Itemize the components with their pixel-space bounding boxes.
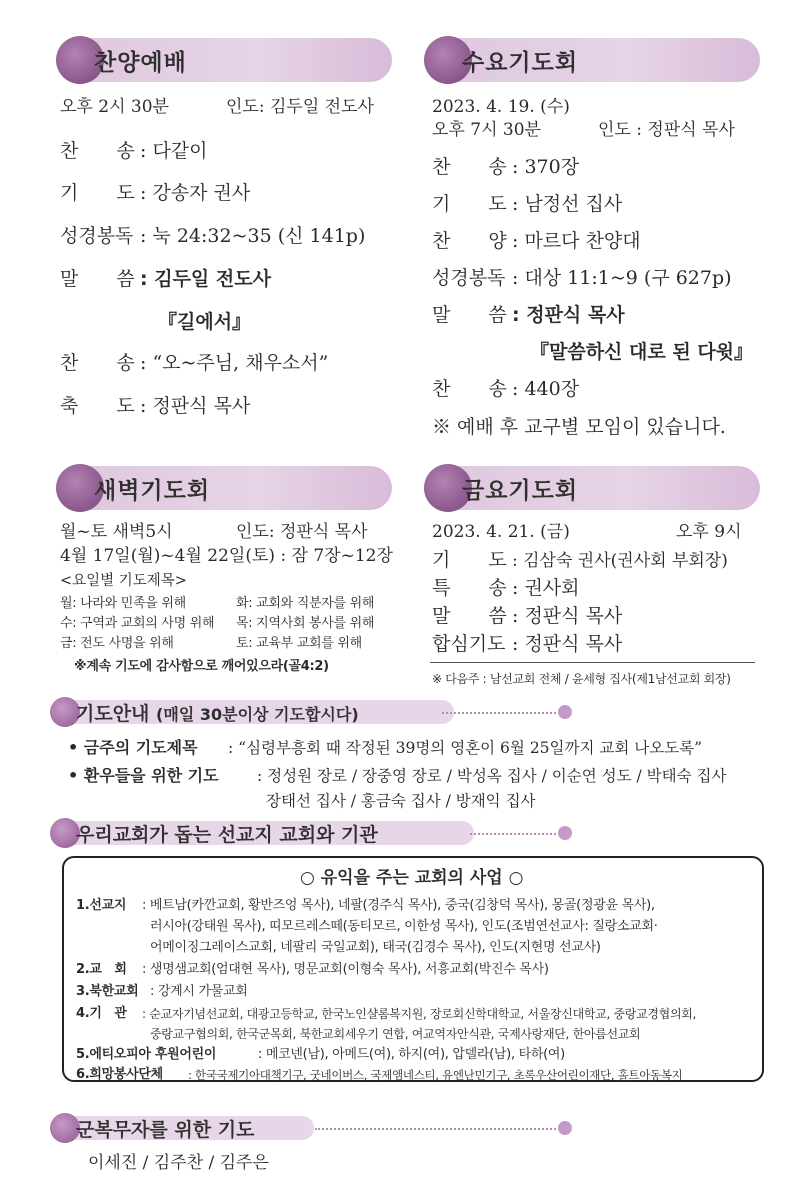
dawn-prayer-right: 화: 교회와 직분자를 위해	[236, 596, 375, 611]
sunday-sermon-title: 『길에서』	[158, 311, 252, 333]
dawn-prayer-right: 토: 교육부 교회를 위해	[236, 636, 362, 651]
friday-row-value: : 권사회	[512, 577, 580, 599]
mission-row-line: : 생명샘교회(엄대현 목사), 명문교회(이형숙 목사), 서흥교회(박진수 목사)	[142, 962, 549, 977]
dawn-leader: 인도: 정판식 목사	[236, 522, 368, 542]
mission-title: 우리교회가 돕는 선교지 교회와 기관	[76, 824, 378, 846]
dot-icon	[558, 705, 572, 719]
mission-row-label: 3.북한교회	[76, 984, 139, 999]
friday-row-label: 기 도	[432, 549, 507, 571]
friday-row-value: : 김삼숙 권사(권사회 부회장)	[512, 551, 728, 571]
mission-header	[50, 818, 575, 848]
dawn-title: 새벽기도회	[94, 478, 211, 504]
sunday-row-value: : 김두일 전도사	[140, 268, 271, 290]
wednesday-time: 오후 7시 30분	[432, 120, 541, 140]
wednesday-leader: 인도 : 정판식 목사	[598, 120, 735, 140]
mission-row-line: : 순교자기념선교회, 대광고등학교, 한국노인샬롬복지원, 장로회신학대학교, 서울장신대학교, 중랑교경협의회,	[142, 1007, 697, 1021]
friday-time: 오후 9시	[676, 522, 742, 542]
friday-row-value: : 정판식 목사	[512, 633, 623, 655]
mission-row-line: 어메이징그레이스교회, 네팔리 국일교회), 태국(김경수 목사), 인도(지현명 선교사)	[150, 940, 601, 955]
sunday-row-label: 성경봉독	[60, 225, 134, 247]
mission-row-label: 5.에티오피아 후원어린이	[76, 1047, 217, 1062]
sunday-time: 오후 2시 30분	[60, 97, 169, 117]
mission-row-label: 4.기 관	[76, 1006, 127, 1021]
wednesday-row-value: : 마르다 찬양대	[512, 230, 641, 252]
sunday-leader: 인도: 김두일 전도사	[226, 97, 374, 117]
prayer-guide-header	[50, 697, 575, 727]
sunday-row-value: : 눅 24:32~35 (신 141p)	[140, 225, 366, 247]
sunday-header	[62, 38, 392, 82]
dot-icon	[558, 826, 572, 840]
military-names: 이세진 / 김주찬 / 김주은	[88, 1153, 269, 1173]
dawn-prayer-left: 월: 나라와 민족을 위해	[60, 596, 186, 611]
dawn-schedule: 4월 17일(월)~4월 22일(토) : 잠 7장~12장	[60, 546, 393, 566]
wednesday-row-value: : 대상 11:1~9 (구 627p)	[512, 267, 732, 289]
prayer-guide-title-text: 기도안내	[76, 703, 150, 725]
sunday-row-label: 찬 송	[60, 140, 135, 162]
mission-row-line: : 강계시 가물교회	[150, 984, 248, 999]
wednesday-row-value: : 남정선 집사	[512, 193, 623, 215]
wednesday-row-label: 말 씀	[432, 304, 507, 326]
dotted-leader	[442, 712, 560, 714]
sunday-row-label: 말 씀	[60, 268, 135, 290]
military-header	[50, 1113, 575, 1143]
mission-row-line: 중랑교구협의회, 한국군목회, 북한교회세우기 연합, 여교역자안식관, 국제사랑재단, 한아름선교회	[150, 1027, 641, 1041]
dawn-verse: ※계속 기도에 감사함으로 깨어있으라(골4:2)	[74, 659, 329, 674]
wednesday-note: ※ 예배 후 교구별 모임이 있습니다.	[432, 416, 726, 438]
sunday-title: 찬양예배	[94, 50, 187, 76]
wednesday-row-label: 기 도	[432, 193, 507, 215]
friday-title: 금요기도회	[462, 478, 579, 504]
friday-next: ※ 다음주 : 남선교회 전체 / 윤세형 집사(제1남선교회 회장)	[432, 672, 731, 686]
sunday-row-label: 축 도	[60, 395, 135, 417]
mission-row-line: : 메코넨(남), 아메드(여), 하지(여), 압델라(남), 타하(여)	[258, 1047, 565, 1062]
dawn-prayer-left: 금: 전도 사명을 위해	[60, 636, 174, 651]
wednesday-title: 수요기도회	[462, 50, 579, 76]
friday-date: 2023. 4. 21. (금)	[432, 522, 570, 542]
wednesday-row-value: : 정판식 목사	[512, 304, 625, 326]
dot-icon	[558, 1121, 572, 1135]
friday-header	[430, 466, 760, 510]
friday-row-label: 말 씀	[432, 605, 507, 627]
sunday-row-value: : 강송자 권사	[140, 182, 251, 204]
sunday-row-label: 기 도	[60, 182, 135, 204]
prayer-guide-subtitle: (매일 30분이상 기도합시다)	[156, 705, 359, 724]
mission-row-line: : 한국국제기아대책기구, 굿네이버스, 국제앰네스티, 유엔난민기구, 초록우산어린이재단, 홀트아동복지	[188, 1068, 683, 1082]
wednesday-row-label: 찬 송	[432, 156, 507, 178]
dotted-leader	[470, 833, 560, 835]
wednesday-sermon-title: 『말씀하신 대로 된 다윗』	[530, 341, 754, 363]
wednesday-date: 2023. 4. 19. (수)	[432, 97, 570, 117]
dotted-leader	[315, 1128, 560, 1130]
wednesday-row-label: 찬 양	[432, 230, 507, 252]
mission-row-label: 1.선교지	[76, 898, 127, 913]
wednesday-row-value: : 440장	[512, 378, 580, 400]
dawn-subtitle: <요일별 기도제목>	[60, 573, 187, 589]
mission-row-line: 러시아(강태원 목사), 띠모르레스떼(동티모르, 이한성 목사), 인도(조범연선교사: 질랑소교회·	[150, 919, 658, 934]
wednesday-row-label: 성경봉독	[432, 267, 506, 289]
wednesday-row-label: 찬 송	[432, 378, 507, 400]
prayer-item2-label: • 환우들을 위한 기도	[68, 766, 219, 785]
wednesday-row-value: : 370장	[512, 156, 580, 178]
prayer-item2-text2: 장태선 집사 / 홍금숙 집사 / 방재익 집사	[266, 792, 536, 810]
military-title: 군복무자를 위한 기도	[76, 1119, 255, 1141]
friday-row-label: 합심기도	[432, 633, 506, 655]
sunday-row-label: 찬 송	[60, 352, 135, 374]
prayer-item2-text: : 정성원 장로 / 장중영 장로 / 박성옥 집사 / 이순연 성도 / 박태숙 집사	[257, 767, 727, 785]
mission-box-title: ○ 유익을 주는 교회의 사업 ○	[300, 868, 524, 888]
sunday-row-value: : 정판식 목사	[140, 395, 251, 417]
prayer-item1-text: : “심령부흥회 때 작정된 39명의 영혼이 6월 25일까지 교회 나오도록”	[228, 739, 703, 757]
friday-row-label: 특 송	[432, 577, 507, 599]
wednesday-header	[430, 38, 760, 82]
mission-row-label: 2.교 회	[76, 962, 127, 977]
prayer-guide-title	[76, 699, 359, 726]
dawn-time: 월~토 새벽5시	[60, 522, 173, 542]
dawn-prayer-left: 수: 구역과 교회의 사명 위해	[60, 616, 215, 631]
friday-divider	[430, 662, 755, 663]
dawn-prayer-right: 목: 지역사회 봉사를 위해	[236, 616, 375, 631]
sunday-row-value: : 다같이	[140, 140, 208, 162]
dawn-header	[62, 466, 392, 510]
sunday-row-value: : “오~주님, 채우소서”	[140, 352, 329, 374]
mission-row-line: : 베트남(카깐교회, 황반즈엉 목사), 네팔(경주식 목사), 중국(김창덕 목사), 몽골(정광윤 목사),	[142, 898, 655, 913]
mission-row-label: 6.희망봉사단체	[76, 1067, 163, 1082]
prayer-item1-label: • 금주의 기도제목	[68, 738, 198, 757]
friday-row-value: : 정판식 목사	[512, 605, 623, 627]
